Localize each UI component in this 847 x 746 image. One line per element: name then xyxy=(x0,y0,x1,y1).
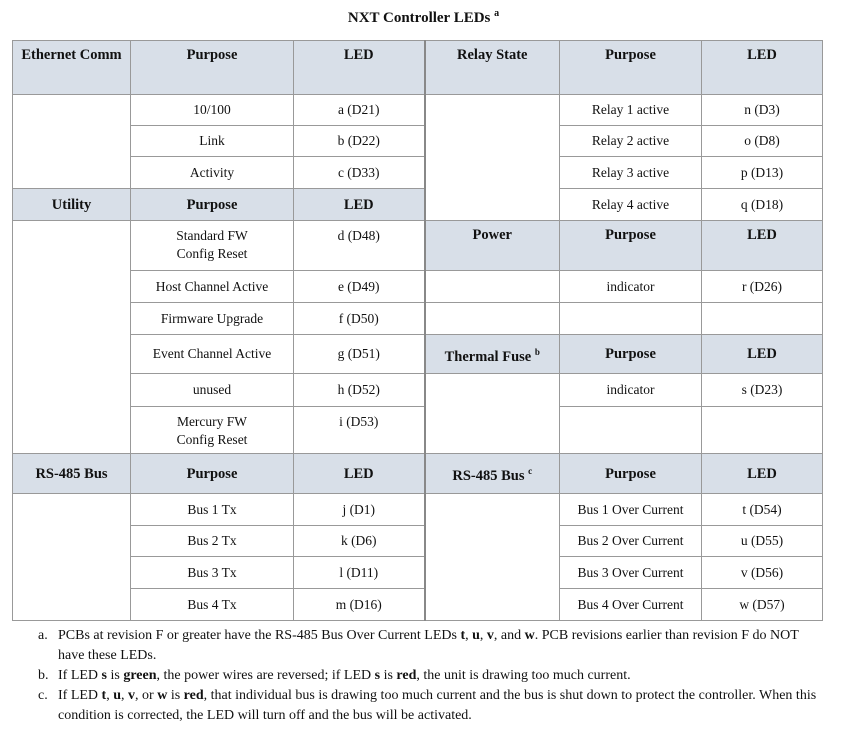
relay-purpose-cell: Relay 3 active xyxy=(560,157,702,189)
footnote-c xyxy=(38,686,818,726)
utility-purpose-cell: Firmware Upgrade xyxy=(131,303,294,335)
ethernet-purpose-header: Purpose xyxy=(131,41,294,95)
rs485-led-header: LED xyxy=(294,454,425,494)
relay-purpose-header: Purpose xyxy=(560,41,702,95)
ethernet-section-blank xyxy=(13,95,131,189)
utility-led-cell: i (D53) xyxy=(294,407,425,454)
relay-led-cell: o (D8) xyxy=(702,126,823,157)
rs485-purpose-cell: Bus 3 Tx xyxy=(131,557,294,589)
title-footnote-mark: a xyxy=(494,8,500,19)
power-section-blank xyxy=(425,271,560,303)
footnote-run: is xyxy=(107,668,124,683)
utility-purpose-cell: unused xyxy=(131,374,294,407)
rs485-oc-led-cell: u (D55) xyxy=(702,526,823,557)
footnote-emphasis: green xyxy=(123,668,157,683)
rs485-section-header: RS-485 Bus xyxy=(13,454,131,494)
relay-section-header: Relay State xyxy=(425,41,560,95)
thermal-led-header: LED xyxy=(702,335,823,374)
rs485-purpose-cell: Bus 1 Tx xyxy=(131,494,294,526)
thermal-led-cell: s (D23) xyxy=(702,374,823,407)
utility-purpose-cell: Event Channel Active xyxy=(131,335,294,374)
power-led-header: LED xyxy=(702,221,823,271)
rs485-oc-footnote-mark: c xyxy=(528,466,533,477)
rs485-section-blank xyxy=(13,494,131,621)
footnote-emphasis: w xyxy=(157,688,168,703)
ethernet-led-cell: b (D22) xyxy=(294,126,425,157)
page-title: NXT Controller LEDs $^a$ xyxy=(347,8,500,26)
power-empty-cell xyxy=(702,303,823,335)
ethernet-purpose-cell: Activity xyxy=(131,157,294,189)
relay-led-cell: p (D13) xyxy=(702,157,823,189)
power-purpose-header: Purpose xyxy=(560,221,702,271)
thermal-section-header: Thermal Fuse $^b$ xyxy=(425,335,560,374)
utility-led-cell: h (D52) xyxy=(294,374,425,407)
footnote-label: b. xyxy=(38,668,49,683)
footnote-run: If LED xyxy=(58,668,102,683)
utility-led-cell: d (D48) xyxy=(294,221,425,271)
footnote-emphasis: s xyxy=(374,668,381,683)
ethernet-purpose-cell: Link xyxy=(131,126,294,157)
rs485-oc-purpose-header: Purpose xyxy=(560,454,702,494)
power-section-blank xyxy=(425,303,560,335)
utility-led-cell: e (D49) xyxy=(294,271,425,303)
thermal-footnote-mark: b xyxy=(534,346,540,357)
ethernet-led-header: LED xyxy=(294,41,425,95)
utility-led-cell: f (D50) xyxy=(294,303,425,335)
utility-led-cell: g (D51) xyxy=(294,335,425,374)
footnote-text xyxy=(58,666,818,686)
power-purpose-cell: indicator xyxy=(560,271,702,303)
footnote-label: c. xyxy=(38,688,48,703)
relay-led-cell: q (D18) xyxy=(702,189,823,221)
rs485-oc-led-cell: v (D56) xyxy=(702,557,823,589)
rs485-led-cell: l (D11) xyxy=(294,557,425,589)
footnote-run: , xyxy=(479,628,487,643)
thermal-section-blank xyxy=(425,374,560,454)
rs485-oc-purpose-cell: Bus 3 Over Current xyxy=(560,557,702,589)
relay-purpose-cell: Relay 4 active xyxy=(560,189,702,221)
relay-led-header: LED xyxy=(702,41,823,95)
rs485-oc-led-header: LED xyxy=(702,454,823,494)
rs485-oc-led-cell: t (D54) xyxy=(702,494,823,526)
utility-section-blank xyxy=(13,221,131,374)
footnote-emphasis: t xyxy=(460,628,466,643)
footnote-emphasis: v xyxy=(486,628,494,643)
footnote-emphasis: v xyxy=(128,688,136,703)
thermal-purpose-header: Purpose xyxy=(560,335,702,374)
rs485-purpose-cell: Bus 2 Tx xyxy=(131,526,294,557)
power-empty-cell xyxy=(560,303,702,335)
rs485-led-cell: m (D16) xyxy=(294,589,425,621)
rs485-oc-purpose-cell: Bus 1 Over Current xyxy=(560,494,702,526)
utility-purpose-cell: Standard FW Config Reset xyxy=(131,221,294,271)
footnote-emphasis: u xyxy=(472,628,480,643)
footnote-run: is xyxy=(167,688,184,703)
rs485-purpose-header: Purpose xyxy=(131,454,294,494)
relay-section-blank xyxy=(425,95,560,221)
footnote-run: PCBs at revision F or greater have the RS-485 Bus Over Current LEDs xyxy=(58,628,461,643)
relay-purpose-cell: Relay 2 active xyxy=(560,126,702,157)
footnote-label: a. xyxy=(38,628,48,643)
ethernet-purpose-cell: 10/100 xyxy=(131,95,294,126)
ethernet-led-cell: c (D33) xyxy=(294,157,425,189)
thermal-purpose-cell: indicator xyxy=(560,374,702,407)
footnote-run: is xyxy=(380,668,397,683)
footnote-emphasis: u xyxy=(113,688,122,703)
footnote-run: , or xyxy=(135,688,158,703)
rs485-oc-led-cell: w (D57) xyxy=(702,589,823,621)
footnote-text xyxy=(58,626,818,666)
footnote-emphasis: s xyxy=(101,668,107,683)
footnote-emphasis: t xyxy=(101,688,107,703)
footnote-run: , the unit is drawing too much current. xyxy=(416,668,631,683)
relay-purpose-cell: Relay 1 active xyxy=(560,95,702,126)
rs485-led-cell: j (D1) xyxy=(294,494,425,526)
utility-section-header: Utility xyxy=(13,189,131,221)
utility-purpose-cell: Mercury FW Config Reset xyxy=(131,407,294,454)
footnote-emphasis: red xyxy=(183,688,204,703)
rs485-oc-purpose-cell: Bus 2 Over Current xyxy=(560,526,702,557)
rs485-led-cell: k (D6) xyxy=(294,526,425,557)
footnote-run: , the power wires are reversed; if LED xyxy=(156,668,375,683)
power-section-header: Power xyxy=(425,221,560,271)
thermal-empty-cell xyxy=(560,407,702,454)
footnote-run: , xyxy=(106,688,114,703)
footnote-b xyxy=(38,666,818,686)
utility-section-blank xyxy=(13,374,131,454)
footnote-a xyxy=(38,626,818,666)
rs485-oc-section-blank xyxy=(425,494,560,621)
footnote-run: , xyxy=(121,688,129,703)
footnote-run: . PCB revisions earlier than revision F do NOT have these LEDs. xyxy=(58,628,799,663)
power-led-cell: r (D26) xyxy=(702,271,823,303)
footnote-run: If LED xyxy=(58,688,102,703)
footnote-text xyxy=(58,686,818,726)
footnote-emphasis: red xyxy=(396,668,417,683)
footnotes xyxy=(38,626,818,726)
rs485-oc-purpose-cell: Bus 4 Over Current xyxy=(560,589,702,621)
ethernet-section-header: Ethernet Comm xyxy=(13,41,131,95)
footnote-emphasis: w xyxy=(524,628,535,643)
rs485-purpose-cell: Bus 4 Tx xyxy=(131,589,294,621)
relay-led-cell: n (D3) xyxy=(702,95,823,126)
ethernet-led-cell: a (D21) xyxy=(294,95,425,126)
utility-purpose-header: Purpose xyxy=(131,189,294,221)
utility-purpose-cell: Host Channel Active xyxy=(131,271,294,303)
thermal-empty-cell xyxy=(702,407,823,454)
footnote-run: , and xyxy=(493,628,525,643)
led-table xyxy=(12,40,823,621)
utility-led-header: LED xyxy=(294,189,425,221)
rs485-oc-section-header: RS-485 Bus $^c$ xyxy=(425,454,560,494)
footnote-run: , that individual bus is drawing too much current and the bus is shut down to protect the controller. When this condition is corrected, the LED will turn off and the bus will be activated. xyxy=(58,688,817,723)
footnote-run: , xyxy=(465,628,473,643)
